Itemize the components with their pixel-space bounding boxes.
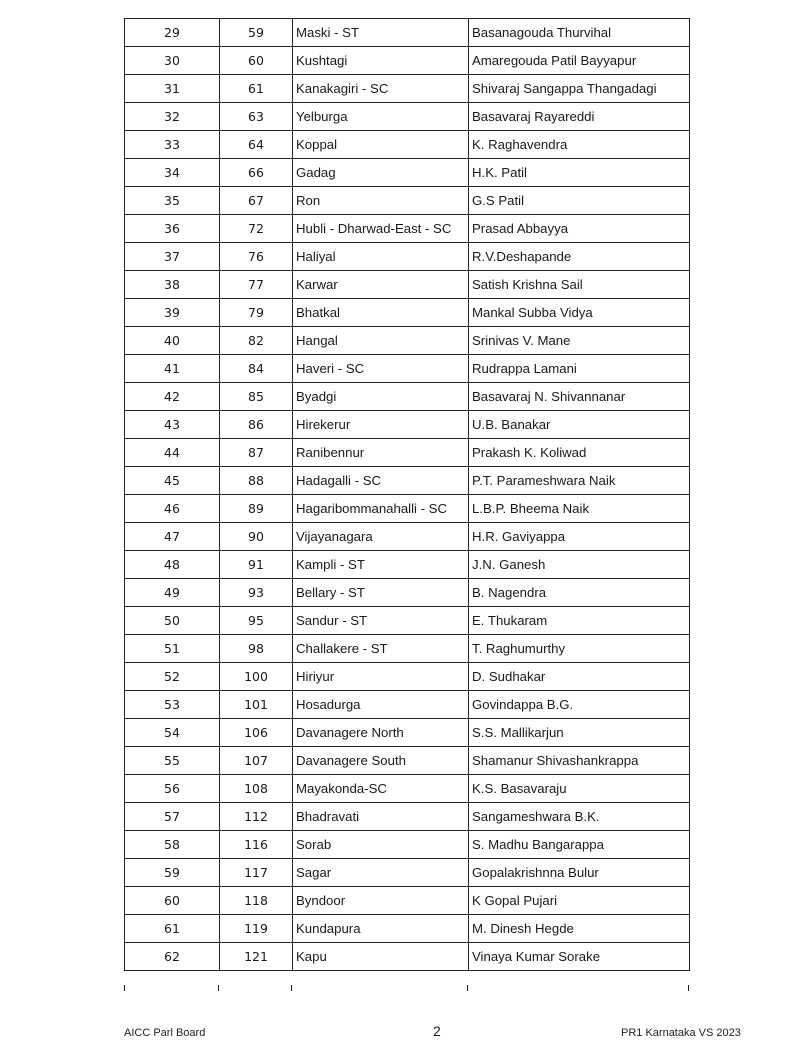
serial-number-cell: 40 [125,327,220,355]
table-row [125,271,690,299]
candidate-table-body [125,19,690,971]
candidate-name-cell: K. Raghavendra [469,131,690,159]
table-row [125,299,690,327]
serial-number-cell: 39 [125,299,220,327]
table-row [125,159,690,187]
footer-organization: AICC Parl Board [124,1027,206,1039]
table-row [125,131,690,159]
constituency-name-cell: Bhadravati [293,803,469,831]
serial-number-cell: 35 [125,187,220,215]
constituency-number-cell: 67 [220,187,293,215]
table-row [125,887,690,915]
serial-number-cell: 36 [125,215,220,243]
constituency-number-cell: 117 [220,859,293,887]
table-row [125,551,690,579]
candidate-name-cell: Prakash K. Koliwad [469,439,690,467]
candidate-name-cell: R.V.Deshapande [469,243,690,271]
serial-number-cell: 41 [125,355,220,383]
constituency-name-cell: Bhatkal [293,299,469,327]
constituency-number-cell: 108 [220,775,293,803]
table-row [125,327,690,355]
serial-number-cell: 37 [125,243,220,271]
table-row [125,355,690,383]
table-row [125,831,690,859]
table-row [125,383,690,411]
constituency-number-cell: 118 [220,887,293,915]
table-row [125,411,690,439]
candidate-name-cell: Satish Krishna Sail [469,271,690,299]
table-row [125,467,690,495]
constituency-number-cell: 98 [220,635,293,663]
constituency-number-cell: 121 [220,943,293,971]
constituency-number-cell: 107 [220,747,293,775]
candidate-name-cell: Govindappa B.G. [469,691,690,719]
serial-number-cell: 42 [125,383,220,411]
candidate-name-cell: S. Madhu Bangarappa [469,831,690,859]
constituency-name-cell: Vijayanagara [293,523,469,551]
serial-number-cell: 52 [125,663,220,691]
table-row [125,495,690,523]
constituency-number-cell: 86 [220,411,293,439]
serial-number-cell: 31 [125,75,220,103]
table-row [125,775,690,803]
table-continuation-line [218,985,219,991]
constituency-number-cell: 85 [220,383,293,411]
candidate-name-cell: D. Sudhakar [469,663,690,691]
constituency-name-cell: Karwar [293,271,469,299]
table-continuation-line [467,985,468,991]
candidate-name-cell: Amaregouda Patil Bayyapur [469,47,690,75]
constituency-name-cell: Kampli - ST [293,551,469,579]
table-row [125,103,690,131]
serial-number-cell: 45 [125,467,220,495]
candidate-name-cell: B. Nagendra [469,579,690,607]
table-row [125,215,690,243]
serial-number-cell: 55 [125,747,220,775]
constituency-number-cell: 72 [220,215,293,243]
candidate-name-cell: J.N. Ganesh [469,551,690,579]
serial-number-cell: 43 [125,411,220,439]
constituency-number-cell: 61 [220,75,293,103]
serial-number-cell: 48 [125,551,220,579]
serial-number-cell: 62 [125,943,220,971]
serial-number-cell: 47 [125,523,220,551]
serial-number-cell: 59 [125,859,220,887]
serial-number-cell: 58 [125,831,220,859]
candidate-name-cell: P.T. Parameshwara Naik [469,467,690,495]
candidate-name-cell: Srinivas V. Mane [469,327,690,355]
table-row [125,523,690,551]
table-row [125,607,690,635]
serial-number-cell: 57 [125,803,220,831]
table-row [125,439,690,467]
constituency-number-cell: 60 [220,47,293,75]
table-row [125,635,690,663]
serial-number-cell: 50 [125,607,220,635]
constituency-number-cell: 93 [220,579,293,607]
constituency-number-cell: 84 [220,355,293,383]
table-row [125,943,690,971]
candidate-name-cell: G.S Patil [469,187,690,215]
candidate-name-cell: T. Raghumurthy [469,635,690,663]
constituency-name-cell: Hangal [293,327,469,355]
serial-number-cell: 51 [125,635,220,663]
constituency-name-cell: Kapu [293,943,469,971]
candidate-name-cell: Prasad Abbayya [469,215,690,243]
constituency-name-cell: Gadag [293,159,469,187]
candidate-name-cell: S.S. Mallikarjun [469,719,690,747]
candidate-name-cell: Sangameshwara B.K. [469,803,690,831]
constituency-number-cell: 119 [220,915,293,943]
constituency-name-cell: Maski - ST [293,19,469,47]
constituency-name-cell: Haliyal [293,243,469,271]
constituency-name-cell: Davanagere South [293,747,469,775]
constituency-name-cell: Yelburga [293,103,469,131]
table-row [125,75,690,103]
constituency-number-cell: 89 [220,495,293,523]
table-row [125,915,690,943]
candidate-name-cell: M. Dinesh Hegde [469,915,690,943]
serial-number-cell: 49 [125,579,220,607]
constituency-number-cell: 101 [220,691,293,719]
constituency-name-cell: Kanakagiri - SC [293,75,469,103]
serial-number-cell: 56 [125,775,220,803]
constituency-name-cell: Kushtagi [293,47,469,75]
constituency-name-cell: Ron [293,187,469,215]
table-row [125,803,690,831]
table-continuation-line [124,985,125,991]
table-continuation-line [291,985,292,991]
table-row [125,719,690,747]
constituency-number-cell: 82 [220,327,293,355]
constituency-name-cell: Byndoor [293,887,469,915]
constituency-number-cell: 63 [220,103,293,131]
table-row [125,187,690,215]
candidate-name-cell: Basavaraj Rayareddi [469,103,690,131]
constituency-number-cell: 90 [220,523,293,551]
candidate-name-cell: Vinaya Kumar Sorake [469,943,690,971]
candidate-name-cell: Basavaraj N. Shivannanar [469,383,690,411]
candidate-name-cell: K.S. Basavaraju [469,775,690,803]
candidate-name-cell: L.B.P. Bheema Naik [469,495,690,523]
constituency-number-cell: 91 [220,551,293,579]
candidate-name-cell: K Gopal Pujari [469,887,690,915]
constituency-name-cell: Bellary - ST [293,579,469,607]
constituency-name-cell: Sagar [293,859,469,887]
serial-number-cell: 29 [125,19,220,47]
constituency-name-cell: Challakere - ST [293,635,469,663]
constituency-name-cell: Hiriyur [293,663,469,691]
constituency-name-cell: Mayakonda-SC [293,775,469,803]
constituency-name-cell: Koppal [293,131,469,159]
table-row [125,579,690,607]
constituency-name-cell: Ranibennur [293,439,469,467]
constituency-number-cell: 79 [220,299,293,327]
candidate-name-cell: Shivaraj Sangappa Thangadagi [469,75,690,103]
constituency-name-cell: Davanagere North [293,719,469,747]
table-row [125,663,690,691]
serial-number-cell: 33 [125,131,220,159]
serial-number-cell: 38 [125,271,220,299]
table-row [125,859,690,887]
constituency-number-cell: 106 [220,719,293,747]
constituency-number-cell: 112 [220,803,293,831]
table-continuation-line [688,985,689,991]
candidate-name-cell: Rudrappa Lamani [469,355,690,383]
page-number: 2 [433,1023,441,1039]
constituency-number-cell: 95 [220,607,293,635]
table-row [125,691,690,719]
constituency-name-cell: Haveri - SC [293,355,469,383]
candidate-name-cell: E. Thukaram [469,607,690,635]
constituency-number-cell: 100 [220,663,293,691]
table-row [125,47,690,75]
candidate-name-cell: Gopalakrishnna Bulur [469,859,690,887]
candidate-table [124,18,690,971]
candidate-name-cell: H.K. Patil [469,159,690,187]
constituency-name-cell: Hadagalli - SC [293,467,469,495]
constituency-name-cell: Byadgi [293,383,469,411]
constituency-number-cell: 87 [220,439,293,467]
table-row [125,747,690,775]
serial-number-cell: 61 [125,915,220,943]
constituency-number-cell: 64 [220,131,293,159]
constituency-number-cell: 76 [220,243,293,271]
candidate-name-cell: U.B. Banakar [469,411,690,439]
constituency-name-cell: Hubli - Dharwad-East - SC [293,215,469,243]
constituency-number-cell: 116 [220,831,293,859]
serial-number-cell: 54 [125,719,220,747]
constituency-name-cell: Hagaribommanahalli - SC [293,495,469,523]
serial-number-cell: 34 [125,159,220,187]
candidate-name-cell: H.R. Gaviyappa [469,523,690,551]
constituency-name-cell: Kundapura [293,915,469,943]
serial-number-cell: 46 [125,495,220,523]
serial-number-cell: 53 [125,691,220,719]
serial-number-cell: 44 [125,439,220,467]
constituency-name-cell: Sandur - ST [293,607,469,635]
serial-number-cell: 30 [125,47,220,75]
table-row [125,19,690,47]
candidate-name-cell: Mankal Subba Vidya [469,299,690,327]
constituency-name-cell: Hirekerur [293,411,469,439]
constituency-number-cell: 88 [220,467,293,495]
candidate-name-cell: Shamanur Shivashankrappa [469,747,690,775]
serial-number-cell: 32 [125,103,220,131]
constituency-number-cell: 77 [220,271,293,299]
constituency-name-cell: Hosadurga [293,691,469,719]
serial-number-cell: 60 [125,887,220,915]
constituency-number-cell: 59 [220,19,293,47]
constituency-name-cell: Sorab [293,831,469,859]
candidate-name-cell: Basanagouda Thurvihal [469,19,690,47]
constituency-number-cell: 66 [220,159,293,187]
table-row [125,243,690,271]
footer-document-title: PR1 Karnataka VS 2023 [621,1027,741,1039]
